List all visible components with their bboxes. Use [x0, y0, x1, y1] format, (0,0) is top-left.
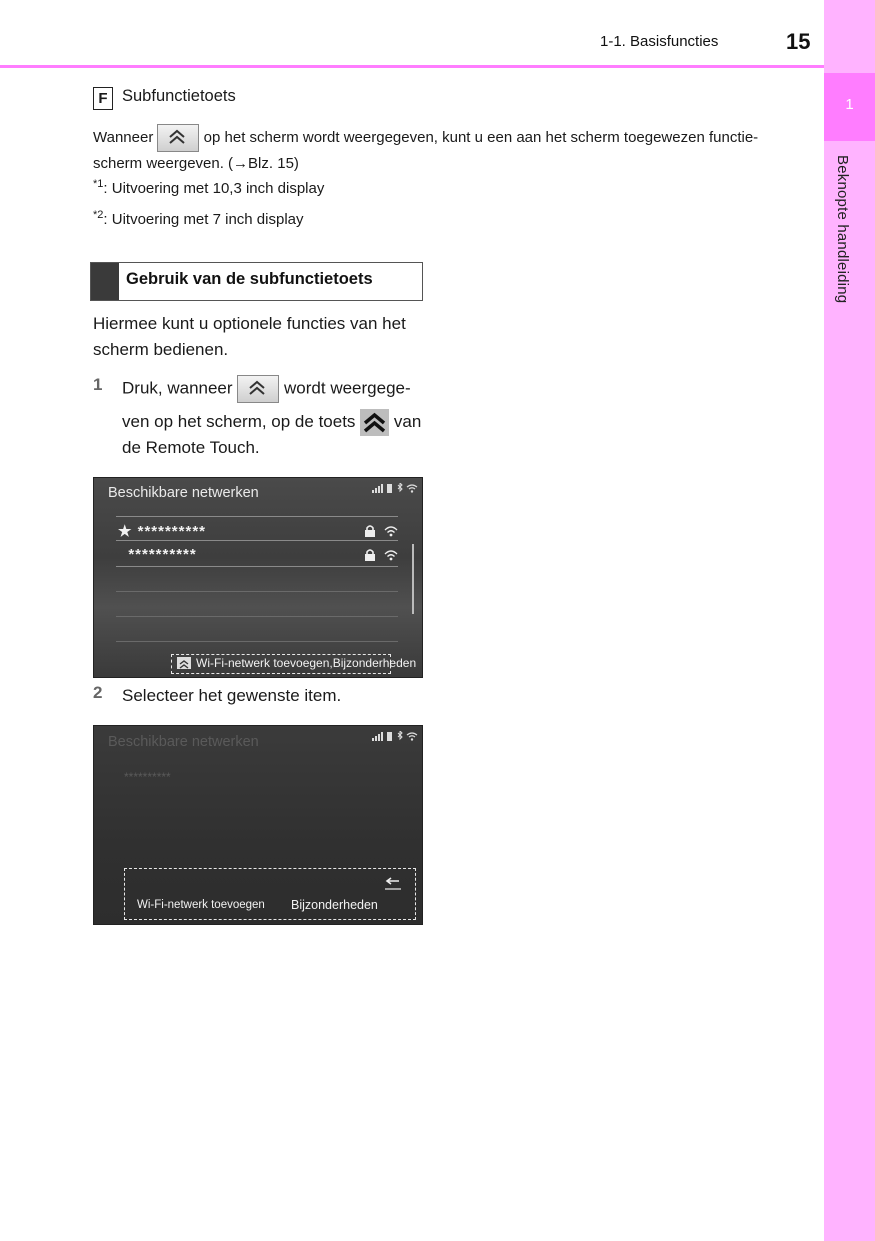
network-item-dimmed: ********** [124, 770, 171, 784]
intro-paragraph [93, 124, 793, 176]
step-number: 1 [93, 375, 103, 394]
scrollbar[interactable] [412, 544, 414, 614]
footnote-text: : Uitvoering met 7 inch display [103, 211, 304, 228]
screenshot-networks [93, 477, 423, 678]
subfunction-highlight [171, 654, 417, 674]
section-paragraph: Hiermee kunt u optionele functies van het scherm bedienen. [93, 314, 406, 359]
list-divider [116, 616, 398, 617]
header-rule [0, 65, 824, 68]
page-number: 15 [786, 29, 811, 54]
section-title: Gebruik van de subfunctietoets [126, 270, 373, 288]
screen-title: Beschikbare netwerken [108, 734, 259, 750]
step1-text-a: Druk, wanneer [122, 378, 233, 398]
section-heading-block [91, 263, 119, 300]
subfunction-menu [124, 868, 416, 920]
option-add-wifi[interactable]: Wi-Fi-netwerk toevoegen [137, 899, 265, 911]
step-number: 2 [93, 683, 103, 702]
step2-text: Selecteer het gewenste item. [122, 686, 342, 705]
option-details[interactable]: Bijzonderheden [291, 898, 378, 912]
step1-line3: de Remote Touch. [122, 438, 260, 457]
footnote-mark: *1 [93, 178, 104, 190]
footnote-mark: *2 [93, 209, 104, 221]
item-letter-box: F [93, 87, 113, 110]
header-section-title: 1-1. Basisfuncties [600, 33, 719, 50]
back-arrow-icon[interactable] [383, 877, 403, 896]
subfunction-label: Wi-Fi-netwerk toevoegen,Bijzonderheden [196, 656, 417, 670]
remote-touch-chevron-icon [360, 409, 389, 436]
network-item-1[interactable]: ★ ********** [118, 523, 206, 540]
step1-text-b: wordt weergege- [284, 378, 411, 398]
step1-line2 [122, 409, 421, 436]
subfunction-button-icon[interactable] [177, 657, 191, 669]
list-divider [116, 641, 398, 642]
para1-before: Wanneer [93, 128, 154, 146]
chapter-number: 1 [845, 96, 854, 113]
list-divider [116, 540, 398, 541]
status-icons [372, 483, 418, 496]
footnote-text: : Uitvoering met 10,3 inch display [103, 180, 325, 197]
wifi-icon [384, 548, 398, 566]
lock-icon [364, 548, 376, 566]
list-divider [116, 566, 398, 567]
list-divider [116, 591, 398, 592]
para1-after: op het scherm wordt weergegeven, kunt u een aan het scherm toegewezen functie-scherm weergeven. (→Blz. 15) [93, 128, 759, 172]
screenshot-subfunction-menu [93, 725, 423, 925]
step1-text-c: ven op het scherm, op de toets [122, 412, 356, 431]
step1-text-d: van [393, 412, 422, 431]
subfunction-button-icon [157, 124, 199, 152]
chapter-label: Beknopte handleiding [834, 155, 851, 304]
footnote-2 [93, 209, 304, 228]
network-item-2[interactable]: ********** [118, 546, 197, 563]
list-divider [116, 516, 398, 517]
status-icons [372, 731, 418, 744]
subfunction-button-icon [237, 375, 279, 403]
item-label: Subfunctietoets [122, 87, 236, 105]
section-heading [90, 262, 423, 301]
step1-line1 [122, 375, 411, 403]
footnote-1 [93, 178, 324, 197]
screen-title: Beschikbare netwerken [108, 485, 259, 501]
